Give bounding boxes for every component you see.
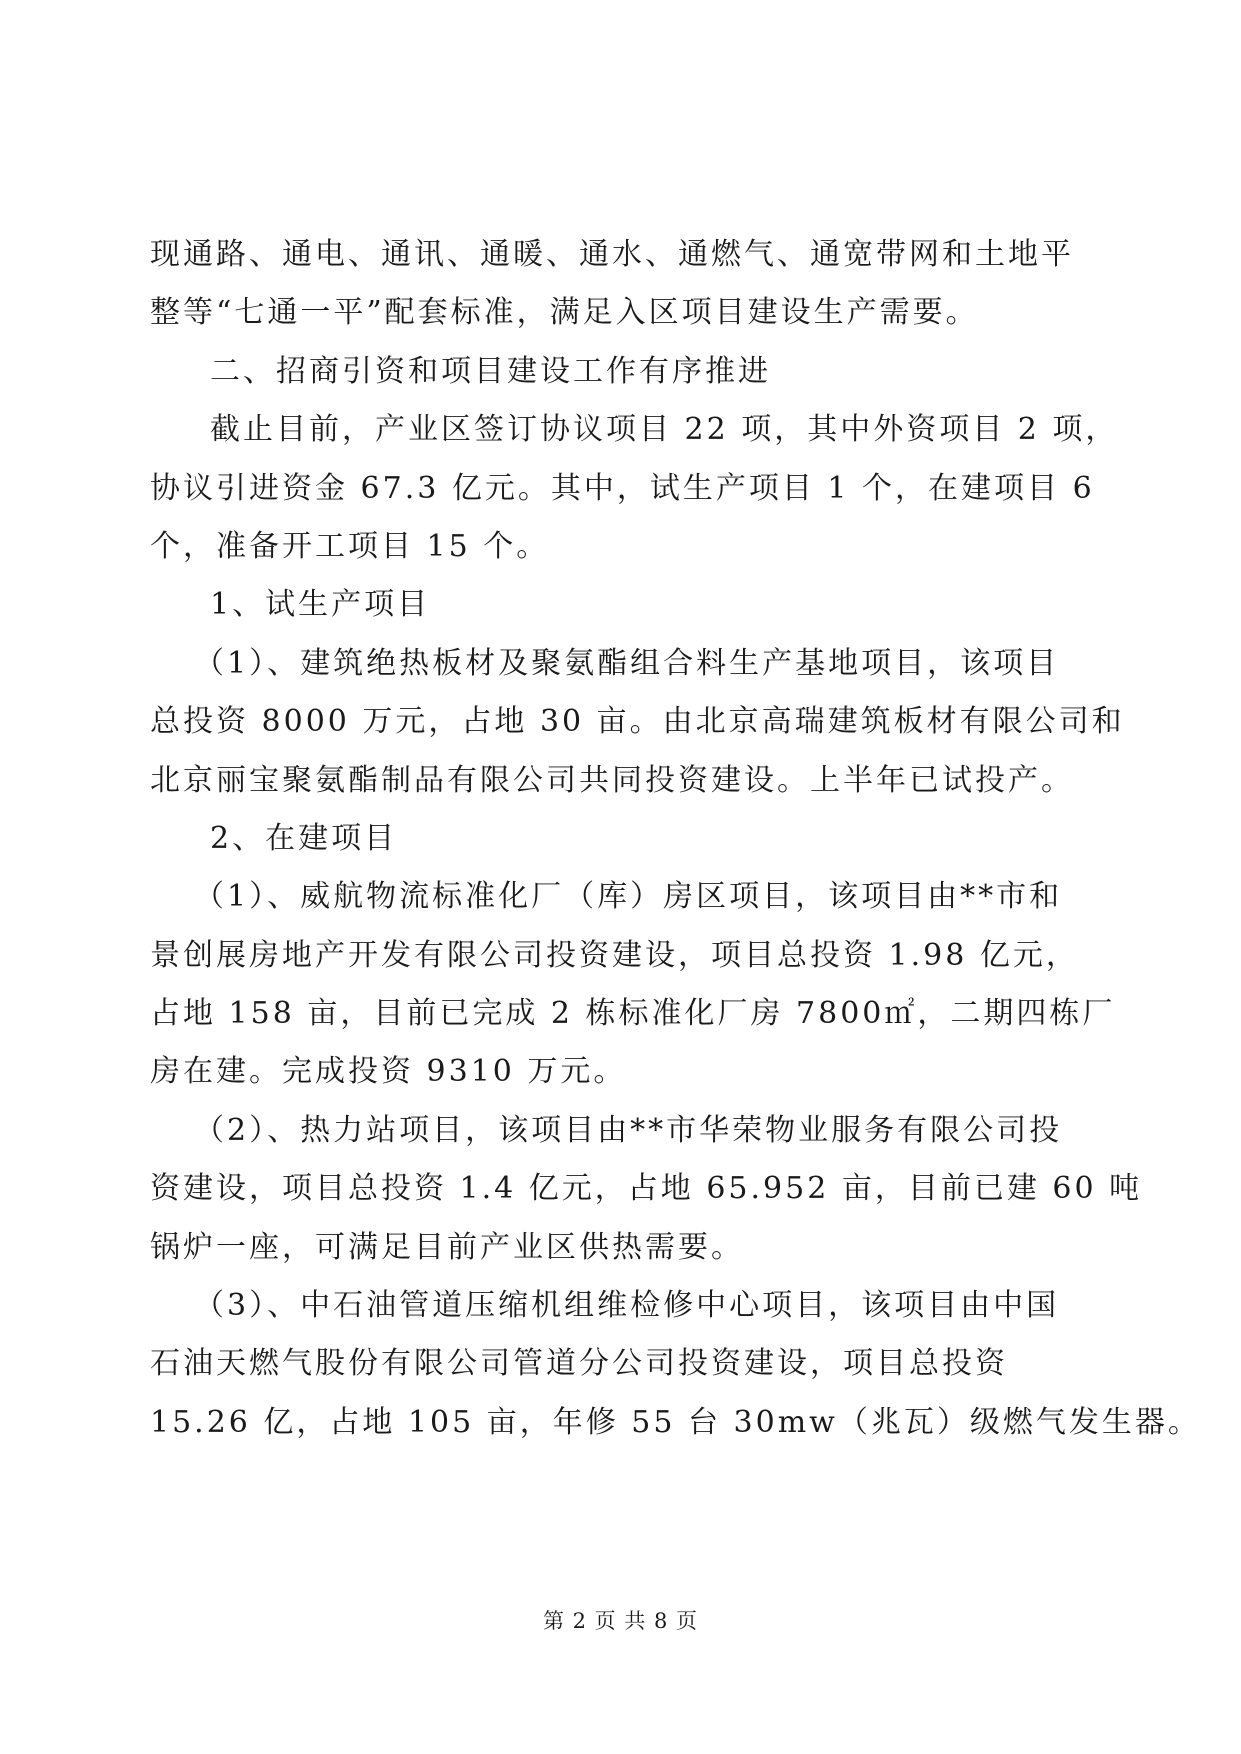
paragraph-start: 截止目前，产业区签订协议项目 22 项，其中外资项目 2 项， [210,412,1119,448]
text-line: 房在建。完成投资 9310 万元。 [150,1054,627,1090]
text-line: 现通路、通电、通讯、通暖、通水、通燃气、通宽带网和土地平 [150,237,1074,272]
text-line: 石油天燃气股份有限公司管道分公司投资建设，项目总投资 [150,1346,1008,1382]
text-line: 锅炉一座，可满足目前产业区供热需要。 [150,1229,744,1265]
subsection-heading: 1、试生产项目 [210,587,431,623]
paragraph-start: （3）、中石油管道压缩机组维检修中心项目，该项目由中国 [194,1288,1060,1324]
page-footer: 第 2 页 共 8 页 [542,1609,699,1633]
section-heading: 二、招商引资和项目建设工作有序推进 [210,353,771,389]
body-text [150,226,1201,1452]
text-line: 北京丽宝聚氨酯制品有限公司共同投资建设。上半年已试投产。 [150,762,1074,798]
paragraph-start: （1）、威航物流标准化厂（库）房区项目，该项目由**市和 [194,879,1063,915]
text-line: 15.26 亿，占地 105 亩，年修 55 台 30mw（兆瓦）级燃气发生器。 [150,1404,1201,1440]
text-line: 整等“七通一平”配套标准，满足入区项目建设生产需要。 [150,295,979,331]
text-line: 景创展房地产开发有限公司投资建设，项目总投资 1.98 亿元， [150,937,1079,973]
text-line: 资建设，项目总投资 1.4 亿元，占地 65.952 亩，目前已建 60 吨 [150,1171,1143,1207]
subsection-heading: 2、在建项目 [210,820,398,856]
paragraph-start: （2）、热力站项目，该项目由**市华荣物业服务有限公司投 [194,1112,1063,1148]
text-line: 协议引进资金 67.3 亿元。其中，试生产项目 1 个，在建项目 6 [150,470,1095,506]
text-line: 个，准备开工项目 15 个。 [150,528,550,564]
text-line: 总投资 8000 万元，占地 30 亩。由北京高瑞建筑板材有限公司和 [150,704,1125,740]
paragraph-start: （1）、建筑绝热板材及聚氨酯组合料生产基地项目，该项目 [194,645,1060,681]
text-line: 占地 158 亩，目前已完成 2 栋标准化厂房 7800㎡，二期四栋厂 [150,996,1116,1032]
